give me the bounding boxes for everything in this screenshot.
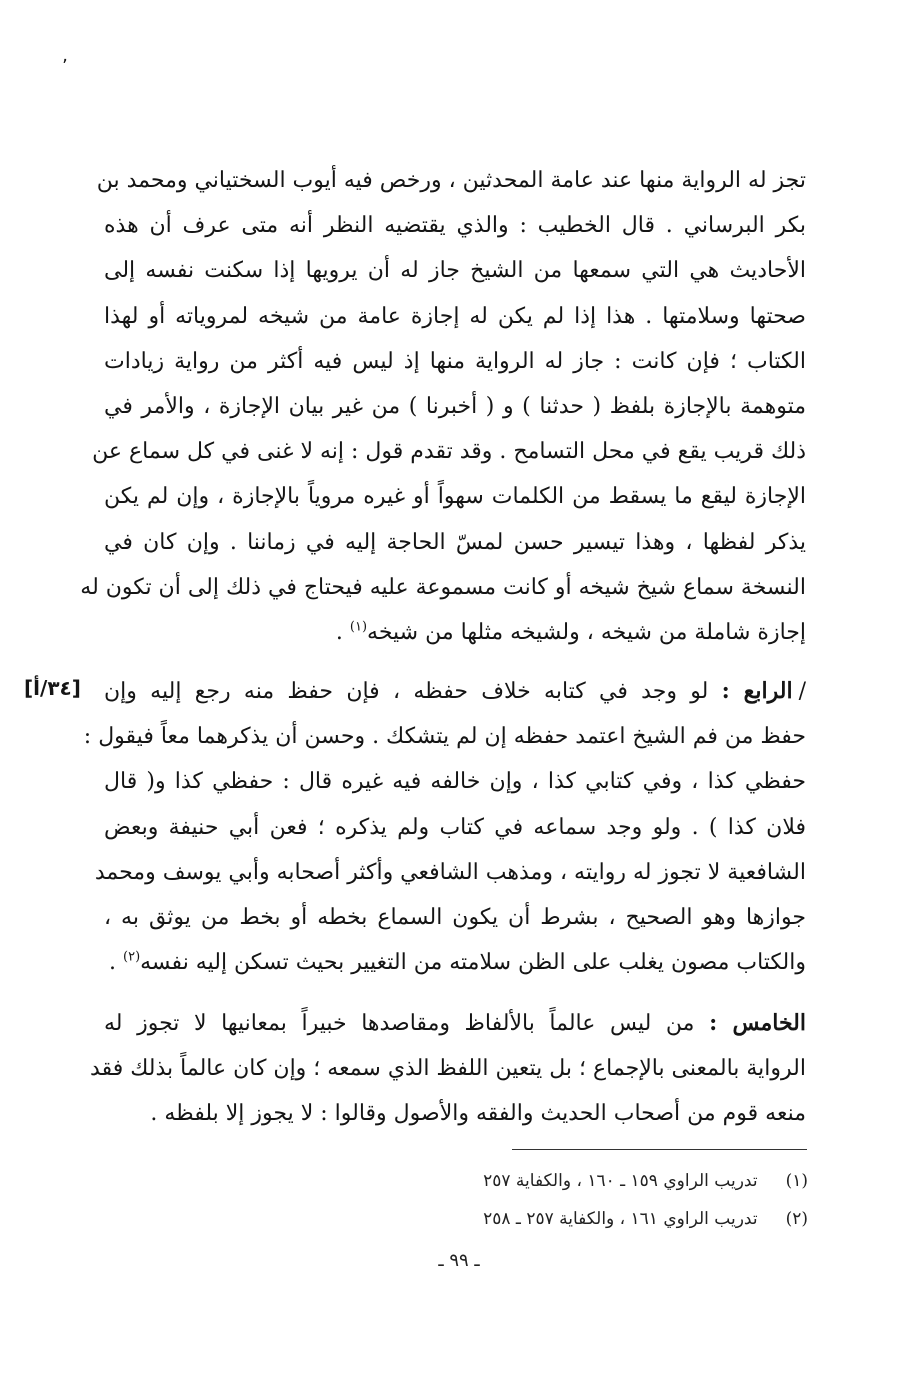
margin-mark: ٬	[62, 56, 68, 77]
text-line: ذلك قريب يقع في محل التسامح . وقد تقدم قول : إنه لا غنى في كل سماع عن	[92, 439, 806, 465]
text-line-content: إجازة شاملة من شيخه ، ولشيخه مثلها من شيخه	[367, 620, 806, 646]
footnote-number: (٢)	[785, 1209, 808, 1229]
section-term-fourth: الرابع :	[721, 678, 793, 704]
text-line-first	[104, 1001, 806, 1046]
text-line: فلان كذا ) . ولو وجد سماعه في كتاب ولم يذكره ؛ فعن أبي حنيفة وبعض	[104, 814, 806, 840]
text-line: الكتاب ؛ فإن كانت : جاز له الرواية منها إذ ليس فيه أكثر من رواية زيادات	[104, 348, 807, 374]
footnote-text: تدريب الراوي ١٦١ ، والكفاية ٢٥٧ ـ ٢٥٨	[483, 1209, 758, 1229]
text-line-last: إجازة شاملة من شيخه ، ولشيخه مثلها من شيخه$^{(١)}$ .	[335, 619, 806, 646]
footnote-text: تدريب الراوي ١٥٩ ـ ١٦٠ ، والكفاية ٢٥٧	[483, 1171, 758, 1191]
text-line: حفظي كذا ، وفي كتابي كذا ، وإن خالفه فيه غيره قال : حفظي كذا و( قال	[104, 769, 806, 795]
footnote-item	[483, 1200, 808, 1238]
margin-page-ref: [٣٤/أ]	[24, 676, 81, 700]
text-line-last: منعه قوم من أصحاب الحديث والفقه والأصول وقالوا : لا يجوز إلا بلفظه .	[150, 1101, 806, 1127]
text-line: بكر البرساني . قال الخطيب : والذي يقتضيه النظر أنه متى عرف أن هذه	[104, 213, 806, 239]
footnote-ref-1[interactable]: (١)	[349, 619, 368, 635]
text-line: جوازها وهو الصحيح ، بشرط أن يكون السماع بخطه أو بخط من يوثق به ،	[104, 905, 806, 931]
text-line: الأحاديث هي التي سمعها من الشيخ جاز له أن يرويها إذا سكنت نفسه إلى	[104, 258, 806, 284]
text-line-content: من ليس عالماً بالألفاظ ومقاصدها خبيراً بمعانيها لا تجوز له	[104, 1011, 695, 1036]
paragraph-3	[90, 1001, 806, 1137]
text-line: تجز له الرواية منها عند عامة المحدثين ، ورخص فيه أيوب السختياني ومحمد بن	[96, 168, 806, 193]
text-line: الإجازة ليقع ما يسقط من الكلمات سهواً أو غيره مروياً بالإجازة ، وإن لم يكن	[104, 484, 806, 510]
text-line: يذكر لفظها ، وهذا تيسير حسن لمسّ الحاجة إليه في زماننا . وإن كان في	[104, 529, 806, 555]
text-line-last: والكتاب مصون يغلب على الظن سلامته من التغيير بحيث تسكن إليه نفسه$^{(٢)}$ .	[109, 949, 806, 976]
footnote-item	[483, 1162, 808, 1200]
text-line-content: لو وجد في كتابه خلاف حفظه ، فإن حفظ منه رجع إليه وإن	[104, 679, 709, 704]
text-line-content: والكتاب مصون يغلب على الظن سلامته من التغيير بحيث تسكن إليه نفسه	[140, 950, 806, 976]
page-number: ـ ٩٩ ـ	[438, 1250, 480, 1271]
text-line-first	[104, 669, 806, 714]
footnote-divider	[512, 1149, 807, 1150]
text-line: صحتها وسلامتها . هذا إذا لم يكن له إجازة عامة من شيخه لمروياته أو لهذا	[104, 303, 806, 329]
text-line: النسخة سماع شيخ شيخه أو كانت مسموعة عليه فيحتاج في ذلك إلى أن تكون له	[80, 574, 806, 600]
section-term-fifth: الخامس :	[709, 1010, 806, 1036]
text-line: الشافعية لا تجوز له روايته ، ومذهب الشافعي وأكثر أصحابه وأبي يوسف ومحمد	[94, 859, 806, 885]
folio-slash: /	[798, 679, 807, 704]
text-line: متوهمة بالإجازة بلفظ ( حدثنا ) و ( أخبرنا ) من غير بيان الإجازة ، والأمر في	[104, 394, 806, 420]
paragraph-2	[83, 669, 807, 985]
paragraph-1	[80, 158, 807, 655]
footnote-ref-2[interactable]: (٢)	[123, 949, 141, 965]
footnote-number: (١)	[785, 1171, 808, 1191]
footnotes	[483, 1162, 808, 1238]
text-line: حفظ من فم الشيخ اعتمد حفظه إن لم يتشكك . وحسن أن يذكرهما معاً فيقول :	[83, 724, 806, 750]
text-line: الرواية بالمعنى بالإجماع ؛ بل يتعين اللفظ الذي سمعه ؛ وإن كان عالماً بذلك فقد	[90, 1056, 806, 1082]
